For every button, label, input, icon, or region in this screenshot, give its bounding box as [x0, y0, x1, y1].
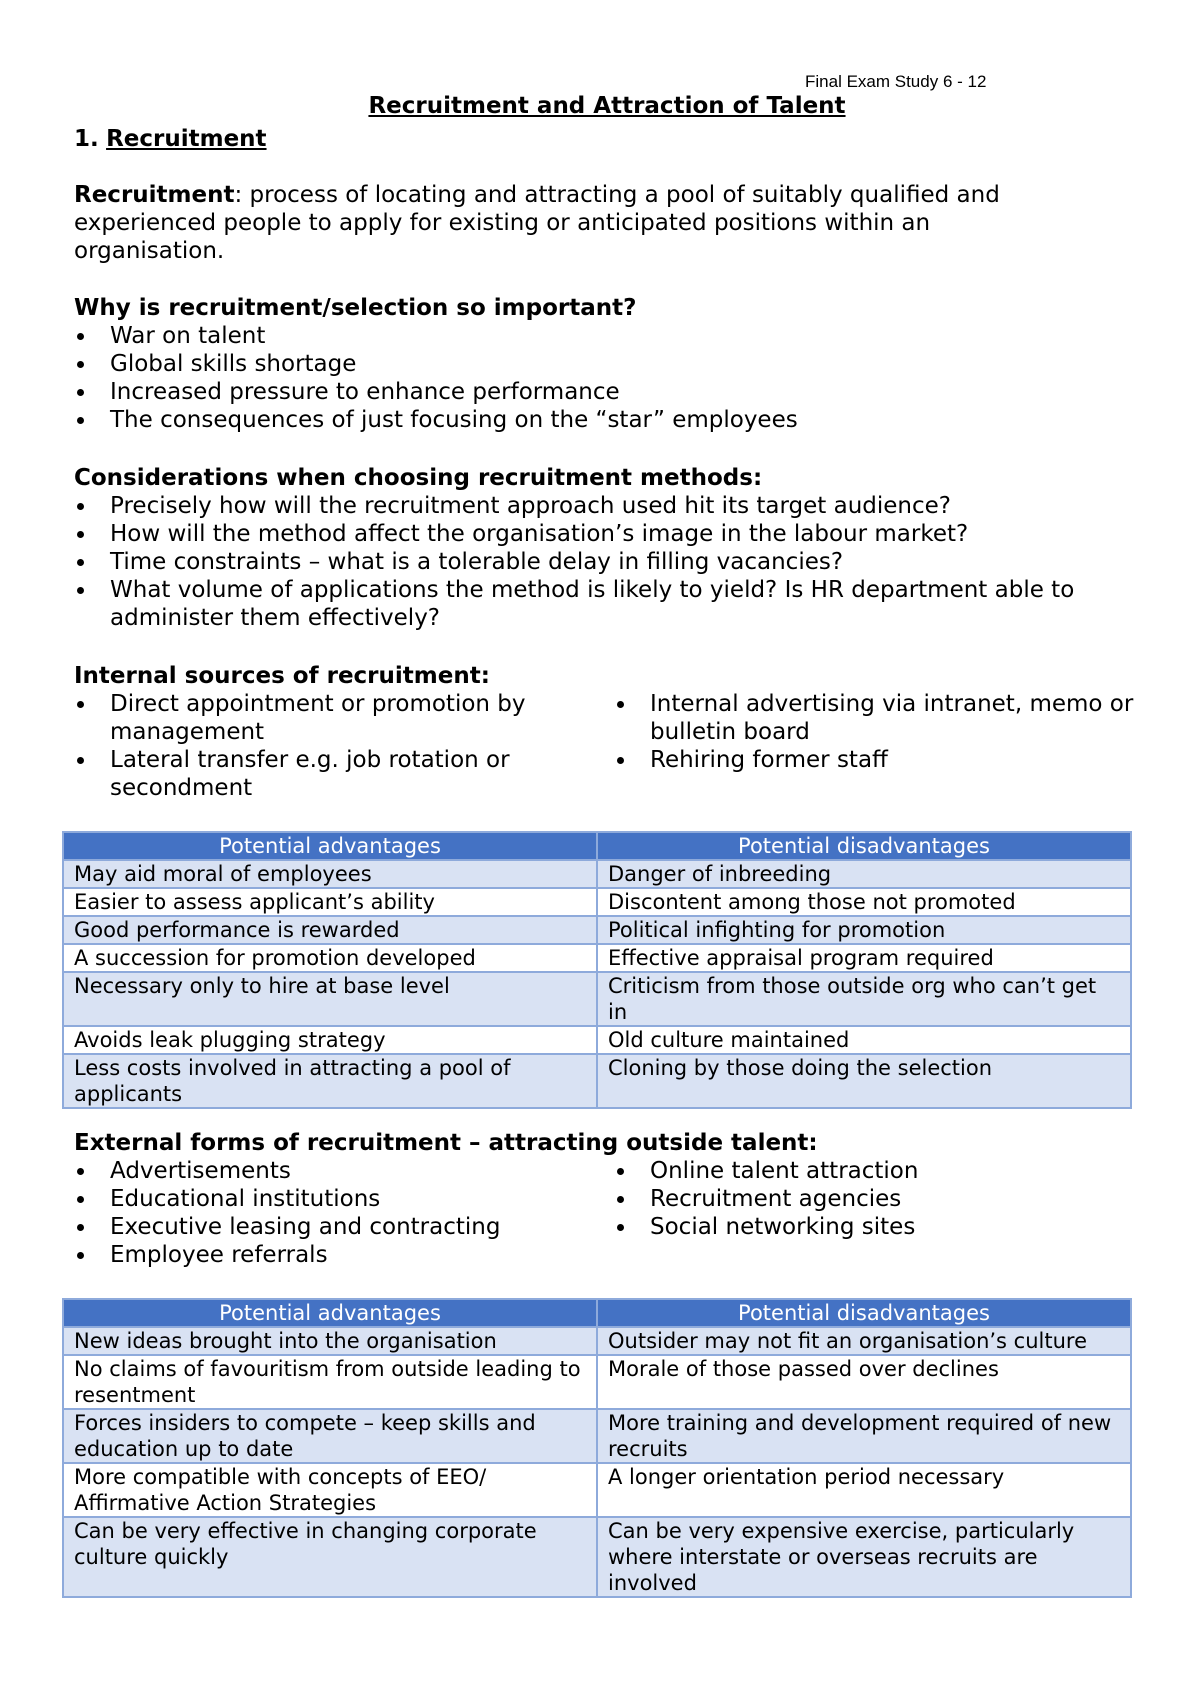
why-list [74, 322, 1154, 434]
list-item: How will the method affect the organisation’s image in the labour market? [74, 520, 1134, 548]
disadvantage-cell: Criticism from those outside org who can’t get in [597, 972, 1131, 1026]
considerations-section [74, 464, 1134, 632]
table-row [63, 972, 1131, 1026]
internal-list-left [74, 690, 614, 802]
external-columns [74, 1157, 1154, 1269]
internal-heading: Internal sources of recruitment: [74, 663, 490, 689]
advantage-cell: Good performance is rewarded [63, 916, 597, 944]
disadvantage-cell: Morale of those passed over declines [597, 1355, 1131, 1409]
considerations-list [74, 492, 1134, 632]
advantage-cell: Easier to assess applicant’s ability [63, 888, 597, 916]
table-row [63, 1517, 1131, 1597]
document-title: Recruitment and Attraction of Talent [368, 93, 846, 119]
considerations-heading: Considerations when choosing recruitment methods: [74, 465, 763, 491]
list-item: Advertisements [74, 1157, 614, 1185]
disadvantage-cell: Political infighting for promotion [597, 916, 1131, 944]
table-row [63, 916, 1131, 944]
why-heading: Why is recruitment/selection so important? [74, 295, 637, 321]
disadvantage-cell: A longer orientation period necessary [597, 1463, 1131, 1517]
advantage-cell: Can be very effective in changing corporate culture quickly [63, 1517, 597, 1597]
table-header: Potential disadvantages [597, 832, 1131, 860]
list-item: Increased pressure to enhance performance [74, 378, 1154, 406]
list-item: Recruitment agencies [614, 1185, 1154, 1213]
list-item: War on talent [74, 322, 1154, 350]
disadvantage-cell: Effective appraisal program required [597, 944, 1131, 972]
advantage-cell: Less costs involved in attracting a pool of applicants [63, 1054, 597, 1108]
table-row [63, 1026, 1131, 1054]
list-item: Time constraints – what is a tolerable delay in filling vacancies? [74, 548, 1134, 576]
advantage-cell: New ideas brought into the organisation [63, 1327, 597, 1355]
internal-pros-cons-table [62, 831, 1132, 1109]
list-item: Internal advertising via intranet, memo or bulletin board [614, 690, 1154, 746]
definition-text: : process of locating and attracting a pool of suitably qualified and experienced people to apply for existing or anticipated positions within an organisation. [74, 182, 1000, 264]
list-item: Global skills shortage [74, 350, 1154, 378]
table-row [63, 1355, 1131, 1409]
advantage-cell: No claims of favouritism from outside leading to resentment [63, 1355, 597, 1409]
table-row [63, 1463, 1131, 1517]
section-number: 1. [74, 126, 99, 152]
external-section [74, 1129, 1154, 1269]
list-item: Precisely how will the recruitment approach used hit its target audience? [74, 492, 1134, 520]
table-row [63, 888, 1131, 916]
table-row [63, 1409, 1131, 1463]
advantage-cell: More compatible with concepts of EEO/ Affirmative Action Strategies [63, 1463, 597, 1517]
disadvantage-cell: Can be very expensive exercise, particularly where interstate or overseas recruits are involved [597, 1517, 1131, 1597]
internal-section [74, 662, 1154, 802]
header-note: Final Exam Study 6 - 12 [805, 72, 987, 91]
definition-term: Recruitment [74, 182, 235, 208]
disadvantage-cell: Outsider may not fit an organisation’s culture [597, 1327, 1131, 1355]
disadvantage-cell: Danger of inbreeding [597, 860, 1131, 888]
disadvantage-cell: Old culture maintained [597, 1026, 1131, 1054]
table-header: Potential advantages [63, 1299, 597, 1327]
internal-list-right [614, 690, 1154, 802]
table-row [63, 860, 1131, 888]
advantage-cell: A succession for promotion developed [63, 944, 597, 972]
list-item: Direct appointment or promotion by management [74, 690, 614, 746]
list-item: Executive leasing and contracting [74, 1213, 614, 1241]
table-row [63, 1327, 1131, 1355]
definition-paragraph [74, 181, 1084, 265]
list-item: What volume of applications the method is likely to yield? Is HR department able to administer them effectively? [74, 576, 1134, 632]
why-section [74, 294, 1154, 434]
list-item: Social networking sites [614, 1213, 1154, 1241]
table-header: Potential advantages [63, 832, 597, 860]
list-item: Educational institutions [74, 1185, 614, 1213]
section-heading [74, 125, 1154, 153]
internal-columns [74, 690, 1154, 802]
external-pros-cons-table [62, 1298, 1132, 1598]
list-item: Employee referrals [74, 1241, 614, 1269]
advantage-cell: Avoids leak plugging strategy [63, 1026, 597, 1054]
advantage-cell: May aid moral of employees [63, 860, 597, 888]
list-item: The consequences of just focusing on the “star” employees [74, 406, 1154, 434]
list-item: Rehiring former staff [614, 746, 1154, 774]
disadvantage-cell: Discontent among those not promoted [597, 888, 1131, 916]
advantage-cell: Forces insiders to compete – keep skills and education up to date [63, 1409, 597, 1463]
external-list-right [614, 1157, 1154, 1269]
list-item: Online talent attraction [614, 1157, 1154, 1185]
advantage-cell: Necessary only to hire at base level [63, 972, 597, 1026]
table-row [63, 944, 1131, 972]
external-heading: External forms of recruitment – attracting outside talent: [74, 1130, 818, 1156]
section-title: Recruitment [106, 126, 267, 152]
table-row [63, 1054, 1131, 1108]
list-item: Lateral transfer e.g. job rotation or secondment [74, 746, 614, 802]
disadvantage-cell: More training and development required of new recruits [597, 1409, 1131, 1463]
disadvantage-cell: Cloning by those doing the selection [597, 1054, 1131, 1108]
table-header: Potential disadvantages [597, 1299, 1131, 1327]
external-list-left [74, 1157, 614, 1269]
